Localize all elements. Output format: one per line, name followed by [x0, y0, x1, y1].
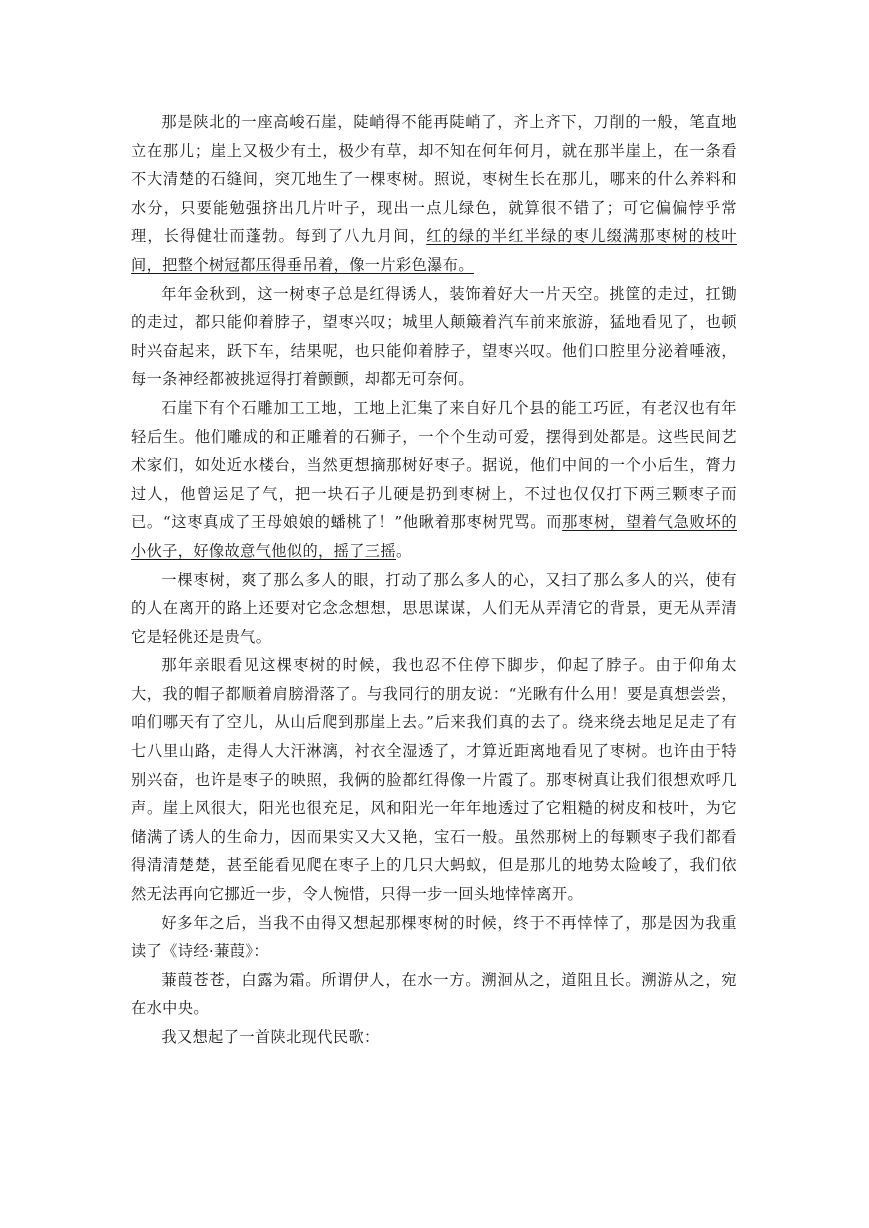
paragraph-2: 年年金秋到，这一树枣子总是红得诱人，装饰着好大一片天空。挑筐的走过，扛锄的走过，都只能仰着脖子，望枣兴叹；城里人颠簸着汽车前来旅游，猛地看见了，也顿时兴奋起来，跃下车，结果呢，也只能仰着脖子，望枣兴叹。他们口腔里分泌着唾液，每一条神经都被挑逗得打着颤颤，却都无可奈何。 [131, 284, 737, 389]
paragraph-6: 好多年之后，当我不由得又想起那棵枣树的时候，终于不再悻悻了，那是因为我重读了《诗经·蒹葭》： [131, 913, 737, 961]
paragraph-5: 那年亲眼看见这棵枣树的时候，我也忍不住停下脚步，仰起了脖子。由于仰角太大，我的帽子都顺着肩膀滑落了。与我同行的朋友说：“光瞅有什么用！要是真想尝尝，咱们哪天有了空儿，从山后爬到那崖上去。”后来我们真的去了。绕来绕去地足足走了有七八里山路，走得人大汗淋漓，衬衣全湿透了，才算近距离地看见了枣树。也许由于特别兴奋，也许是枣子的映照，我俩的脸都红得像一片霞了。那枣树真让我们很想欢呼几声。崖上风很大，阳光也很充足，风和阳光一年年地透过了它粗糙的树皮和枝叶，为它储满了诱人的生命力，因而果实又大又艳，宝石一般。虽然那树上的每颗枣子我们都看得清清楚楚，甚至能看见爬在枣子上的几只大蚂蚁，但是那儿的地势太险峻了，我们依然无法再向它挪近一步，令人惋惜，只得一步一回头地悻悻离开。 [131, 656, 737, 904]
underlined-sentence-1: 红的绿的半红半绿的枣儿缀满那枣树的枝叶间，把整个树冠都压得垂吊着，像一片彩色瀑布。 [131, 227, 737, 274]
poem-quote: 蒹葭苍苍，白露为霜。所谓伊人，在水一方。溯洄从之，道阻且长。溯游从之，宛在水中央。 [131, 970, 737, 1018]
paragraph-3-text: 石崖下有个石雕加工工地，工地上汇集了来自好几个县的能工巧匠，有老汉也有年轻后生。他们雕成的和正雕着的石狮子，一个个生动可爱，摆得到处都是。这些民间艺术家们，如处近水楼台，当然更想摘那树好枣子。据说，他们中间的一个小后生，膂力过人，他曾运足了气，把一块石子儿硬是扔到枣树上，不过也仅仅打下两三颗枣子而已。“这枣真成了王母娘娘的蟠桃了！”他瞅着那枣树咒骂。而 [131, 398, 737, 532]
paragraph-1-text: 那是陕北的一座高峻石崖，陡峭得不能再陡峭了，齐上齐下，刀削的一般，笔直地立在那儿；崖上又极少有土，极少有草，却不知在何年何月，就在那半崖上，在一条看不大清楚的石缝间，突兀地生了一棵枣树。照说，枣树生长在那儿，哪来的什么养料和水分，只要能勉强挤出几片叶子，现出一点儿绿色，就算很不错了；可它偏偏悖乎常理，长得健壮而蓬勃。每到了八九月间， [131, 113, 737, 246]
paragraph-4: 一棵枣树，爽了那么多人的眼，打动了那么多人的心，又扫了那么多人的兴，使有的人在离开的路上还要对它念念想想，思思谋谋，人们无从弄清它的背景，更无从弄清它是轻佻还是贵气。 [131, 570, 737, 646]
underlined-sentence-2: 那枣树，望着气急败坏的小伙子，好像故意气他似的，摇了三摇 [131, 513, 737, 560]
paragraph-3 [131, 394, 737, 566]
paragraph-8: 我又想起了一首陕北现代民歌： [161, 1028, 380, 1046]
document-body [131, 108, 737, 1052]
paragraph-3-end: 。 [396, 541, 412, 560]
paragraph-1 [131, 108, 737, 280]
